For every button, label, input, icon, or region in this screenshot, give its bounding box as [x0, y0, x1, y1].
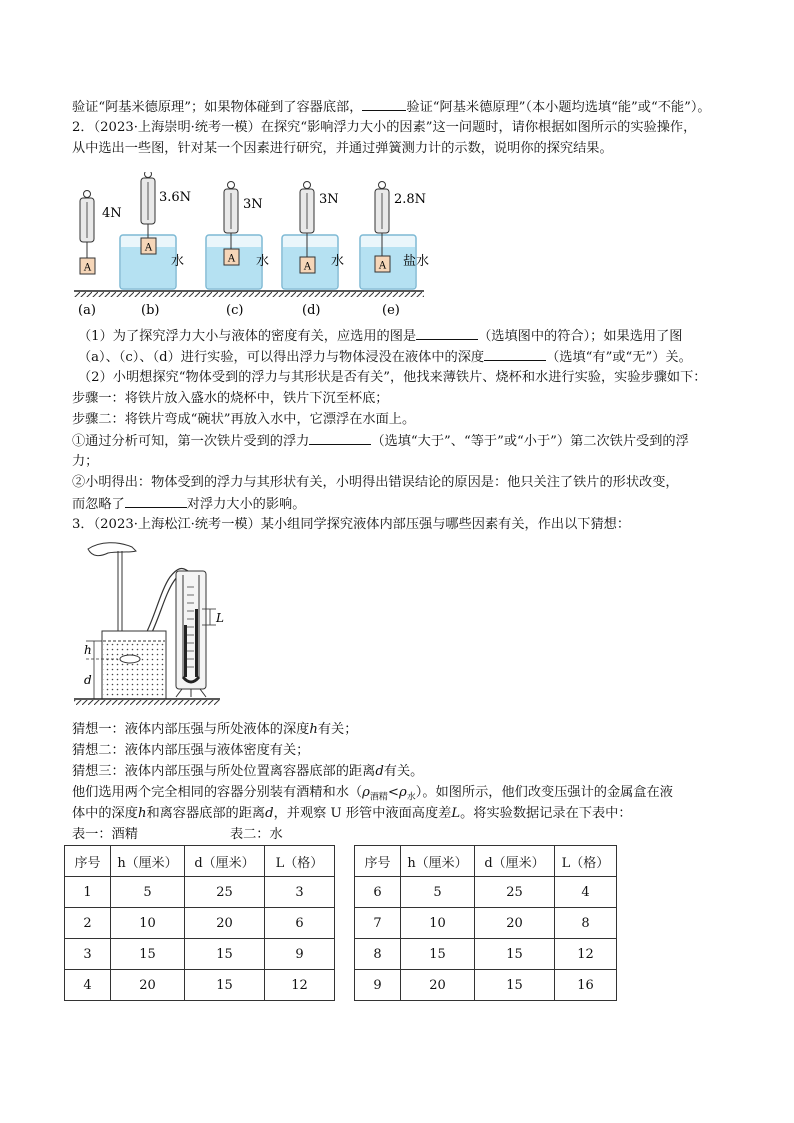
scale-reading: 4N — [102, 206, 122, 221]
q3-guess2: 猜想二：液体内部压强与液体密度有关； — [72, 743, 310, 758]
panel-d — [282, 182, 344, 319]
var-L: L — [451, 806, 461, 821]
q3-text: 猜想一：液体内部压强与所处液体的深度 — [72, 722, 310, 737]
cell: 7 — [355, 908, 401, 939]
answer-blank — [309, 432, 371, 445]
q1-text: 验证“阿基米德原理”（本小题均选填“能”或“不能”）。 — [406, 100, 711, 115]
panel-c — [206, 182, 269, 319]
header-cell: 序号 — [65, 846, 111, 877]
table-spacer — [335, 877, 355, 908]
q2-sub1-line2 — [78, 348, 692, 367]
cell: 8 — [555, 908, 617, 939]
q2-text: （选填“大于”、“等于”或“小于”）第二次铁片受到的浮 — [371, 434, 689, 449]
cell: 6 — [355, 877, 401, 908]
header-cell: d（厘米） — [475, 846, 555, 877]
cell: 25 — [185, 877, 265, 908]
rho-subscript: 水 — [406, 792, 416, 803]
cell: 5 — [401, 877, 475, 908]
cell: 4 — [555, 877, 617, 908]
scale-reading: 3.6N — [159, 190, 192, 205]
panel-letter: (b) — [141, 303, 160, 318]
var-d: d — [375, 764, 384, 779]
cell: 3 — [65, 939, 111, 970]
liquid-label: 水 — [331, 254, 345, 269]
header-cell: 序号 — [355, 846, 401, 877]
q3-text: 他们选用两个完全相同的容器分别装有酒精和水（ — [72, 785, 363, 800]
liquid-label: 盐水 — [403, 254, 430, 269]
cell: 9 — [265, 939, 335, 970]
metal-box-icon — [120, 655, 140, 663]
table-row — [65, 939, 617, 970]
q2-conclusion2-cont — [72, 495, 305, 514]
cell: 20 — [475, 908, 555, 939]
ground-hatch — [74, 292, 424, 297]
cell: 6 — [265, 908, 335, 939]
table-row — [65, 970, 617, 1001]
q3-text: ，并观察 U 形管中液面高度差 — [273, 806, 452, 821]
block-label: A — [83, 262, 92, 274]
q3-text: 体中的深度 — [72, 806, 138, 821]
less-than: < — [387, 785, 399, 800]
q3-text: 。将实验数据记录在下表中： — [460, 806, 632, 821]
q2-sub1-line1 — [78, 327, 682, 346]
q2-intro-line2: 从中选出一些图，针对某一个因素进行研究，并通过弹簧测力计的示数，说明你的探究结果。 — [72, 141, 613, 156]
rho-symbol: ρ — [398, 785, 407, 800]
q2-sub2-line: （2）小明想探究“物体受到的浮力与其形状是否有关”，他找来薄铁片、烧杯和水进行实验，实验步骤如下： — [78, 370, 707, 385]
q3-text: 和离容器底部的距离 — [146, 806, 266, 821]
cell: 20 — [401, 970, 475, 1001]
q3-para1 — [72, 784, 673, 807]
q3-guess3 — [72, 763, 423, 781]
data-table — [64, 845, 617, 1001]
table2-title: 表二：水 — [229, 827, 283, 842]
cell: 16 — [555, 970, 617, 1001]
q2-step2: 步骤二：将铁片弯成“碗状”再放入水中，它漂浮在水面上。 — [72, 412, 416, 427]
cell: 1 — [65, 877, 111, 908]
block-label: A — [227, 253, 236, 265]
cell: 10 — [111, 908, 185, 939]
scale-reading: 3N — [319, 192, 339, 207]
scale-reading: 3N — [243, 197, 263, 212]
table-spacer — [335, 908, 355, 939]
table-spacer — [335, 970, 355, 1001]
scale-hook-icon — [84, 191, 91, 198]
d-label: d — [84, 673, 92, 687]
q3-text: 猜想三：液体内部压强与所处位置离容器底部的距离 — [72, 764, 376, 779]
cell: 9 — [355, 970, 401, 1001]
block-label: A — [144, 242, 153, 254]
q3-text: 有关； — [317, 722, 358, 737]
cell: 20 — [111, 970, 185, 1001]
q2-step1: 步骤一：将铁片放入盛水的烧杯中，铁片下沉至杯底； — [72, 391, 389, 406]
cell: 3 — [265, 877, 335, 908]
var-h: h — [309, 722, 318, 737]
answer-blank — [362, 98, 406, 111]
cell: 8 — [355, 939, 401, 970]
header-cell: d（厘米） — [185, 846, 265, 877]
panel-letter: (e) — [382, 303, 400, 318]
q3-text: 有关。 — [383, 764, 424, 779]
pressure-gauge-figure — [70, 537, 250, 707]
panel-letter: (c) — [226, 303, 244, 318]
answer-blank — [125, 495, 187, 508]
var-h: h — [137, 806, 147, 821]
header-cell: L（格） — [555, 846, 617, 877]
header-cell: L（格） — [265, 846, 335, 877]
rho-symbol: ρ — [362, 785, 370, 800]
table-spacer — [335, 939, 355, 970]
panel-letter: (a) — [78, 303, 96, 318]
rho-subscript: 酒精 — [369, 792, 388, 803]
cell: 15 — [185, 970, 265, 1001]
cell: 15 — [475, 970, 555, 1001]
cell: 15 — [475, 939, 555, 970]
q3-guess1 — [72, 721, 357, 739]
panel-letter: (d) — [302, 303, 321, 318]
header-cell: h（厘米） — [111, 846, 185, 877]
cell: 2 — [65, 908, 111, 939]
u-tube-liquid-right — [195, 609, 198, 677]
table-spacer — [335, 846, 355, 877]
cell: 15 — [111, 939, 185, 970]
header-cell: h（厘米） — [401, 846, 475, 877]
u-tube-liquid-left — [184, 625, 187, 677]
cell: 20 — [185, 908, 265, 939]
table-header-row — [65, 846, 617, 877]
q2-text: 而忽略了 — [72, 497, 125, 512]
scale-reading: 2.8N — [394, 192, 427, 207]
q3-intro: 3．（2023·上海松江·统考一模）某小组同学探究液体内部压强与哪些因素有关，作出以下猜想： — [72, 517, 631, 532]
u-tube-frame — [176, 571, 206, 689]
hand-icon — [88, 543, 136, 556]
q2-conclusion2: ②小明得出：物体受到的浮力与其形状有关，小明得出错误结论的原因是：他只关注了铁片的形状改变， — [72, 475, 679, 490]
cell: 15 — [401, 939, 475, 970]
q1-text: 验证“阿基米德原理”；如果物体碰到了容器底部， — [72, 100, 363, 115]
q2-conclusion1-cont: 力； — [72, 454, 99, 469]
cell: 12 — [555, 939, 617, 970]
var-d: d — [265, 806, 274, 821]
q2-text: （a）、（c）、（d）进行实验，可以得出浮力与物体浸没在液体中的深度 — [78, 350, 485, 365]
q2-text: ①通过分析可知，第一次铁片受到的浮力 — [72, 434, 310, 449]
table-row — [65, 908, 617, 939]
liquid-fill — [103, 641, 165, 698]
q2-text: （选填图中的符合）；如果选用了图 — [478, 329, 683, 344]
block-label: A — [378, 260, 387, 272]
cell: 4 — [65, 970, 111, 1001]
table-titles — [72, 826, 283, 844]
q3-text: ）。如图所示，他们改变压强计的金属盒在液 — [415, 785, 673, 800]
cell: 12 — [265, 970, 335, 1001]
L-label: L — [216, 611, 224, 625]
h-label: h — [84, 643, 92, 657]
q2-text: （选填“有”或“无”）关。 — [546, 350, 692, 365]
panel-e — [360, 182, 429, 319]
q1-tail-line — [72, 98, 711, 117]
liquid-label: 水 — [256, 254, 270, 269]
q2-conclusion1 — [72, 432, 689, 451]
block-label: A — [303, 261, 312, 273]
buoyancy-experiment-figure — [68, 172, 430, 322]
answer-blank — [416, 327, 478, 340]
q2-text: （1）为了探究浮力大小与液体的密度有关，应选用的图是 — [78, 329, 417, 344]
table-row — [65, 877, 617, 908]
cell: 15 — [185, 939, 265, 970]
q2-intro-line1: 2．（2023·上海崇明·统考一模）在探究“影响浮力大小的因素”这一问题时，请你根据如图所示的实验操作， — [72, 120, 697, 135]
cell: 10 — [401, 908, 475, 939]
cell: 5 — [111, 877, 185, 908]
cell: 25 — [475, 877, 555, 908]
panel-a — [78, 191, 122, 319]
q2-text: 对浮力大小的影响。 — [186, 497, 306, 512]
table1-title: 表一：酒精 — [72, 827, 138, 842]
answer-blank — [484, 348, 546, 361]
q3-para2 — [72, 805, 632, 823]
liquid-label: 水 — [171, 254, 185, 269]
